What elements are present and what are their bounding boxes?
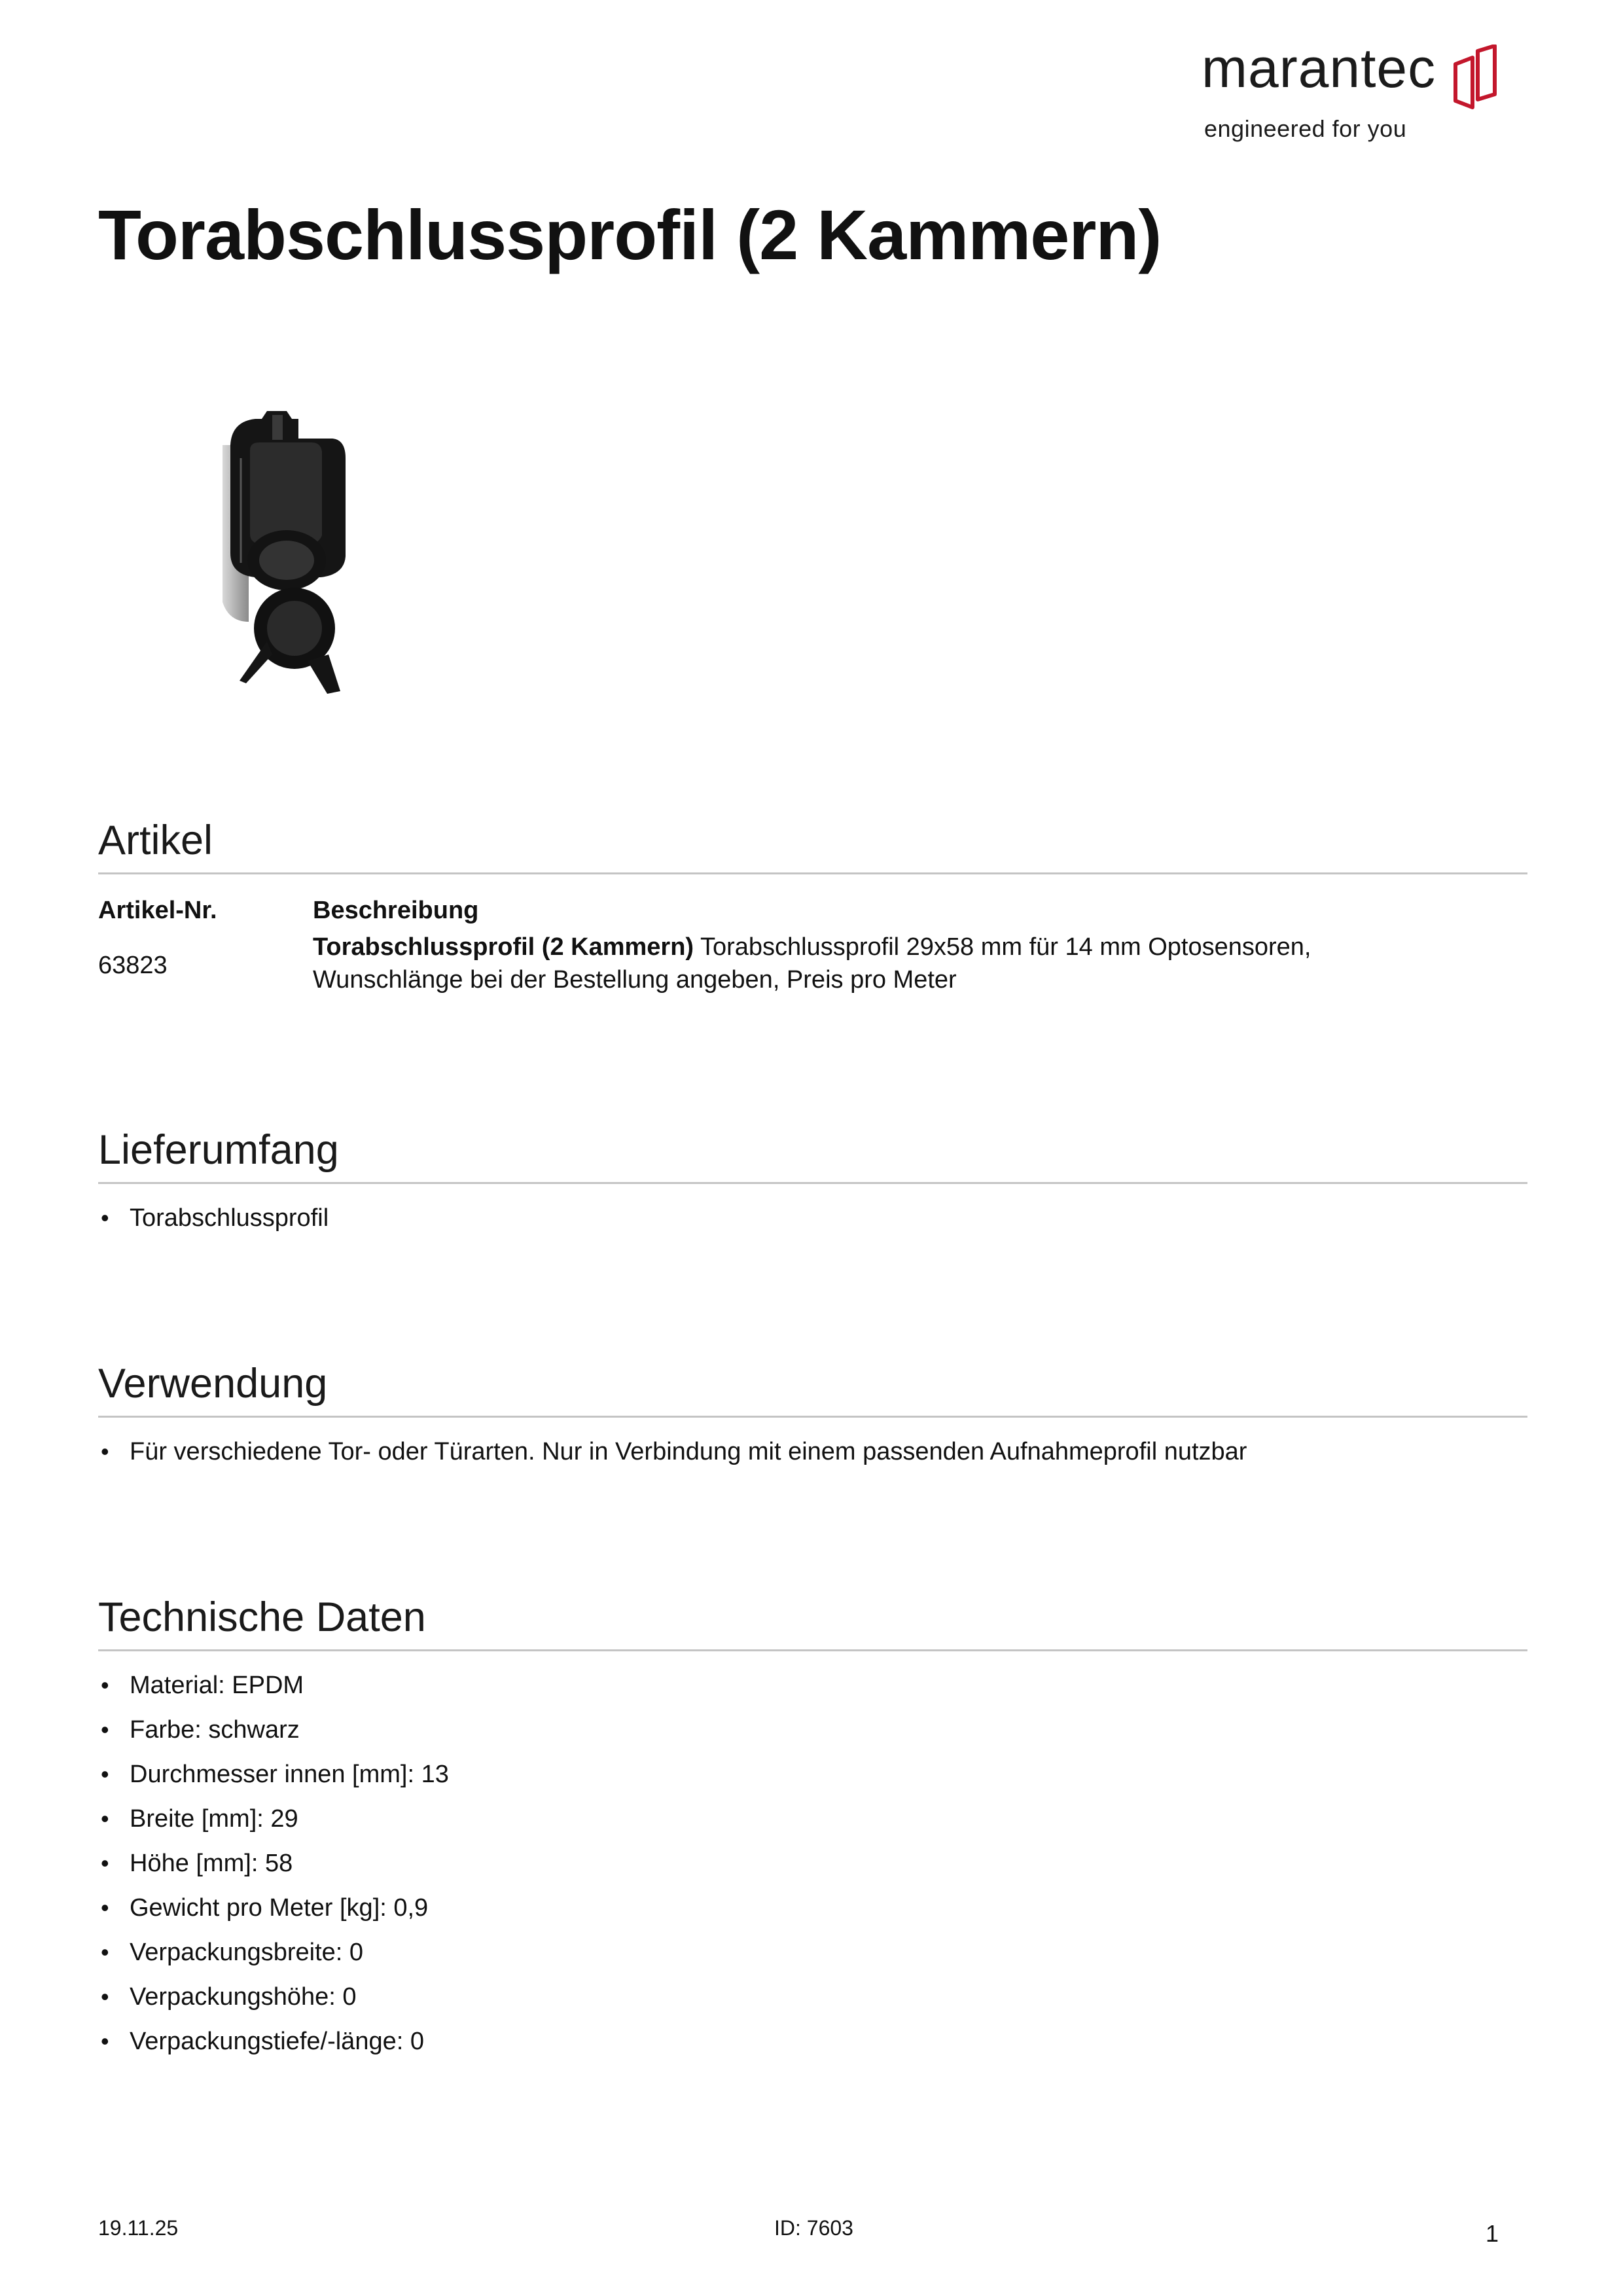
list-item: • Gewicht pro Meter [kg]: 0,9 (98, 1892, 449, 1936)
artikel-description (313, 931, 1530, 996)
list-item: • Breite [mm]: 29 (98, 1803, 449, 1847)
lieferumfang-list (98, 1202, 329, 1246)
list-item: • Für verschiedene Tor- oder Türarten. Nur in Verbindung mit einem passenden Aufnahmeprofil nutzbar (98, 1435, 1247, 1480)
brand-tagline: engineered for you (1204, 115, 1407, 142)
list-item: • Höhe [mm]: 58 (98, 1847, 449, 1892)
brand-logo (1202, 37, 1529, 152)
section-heading-verwendung: Verwendung (98, 1361, 1527, 1418)
artikel-description-line1: Torabschlussprofil 29x58 mm für 14 mm Optosensoren, (694, 933, 1311, 961)
footer-page-number: 1 (1486, 2220, 1499, 2247)
verwendung-list (98, 1435, 1247, 1480)
artikel-description-bold: Torabschlussprofil (2 Kammern) (313, 933, 694, 961)
section-heading-technische-daten: Technische Daten (98, 1595, 1527, 1651)
list-item: • Verpackungshöhe: 0 (98, 1981, 449, 2025)
list-item: • Verpackungsbreite: 0 (98, 1936, 449, 1981)
door-seal-profile-image (209, 406, 366, 694)
artikel-description-line2: Wunschlänge bei der Bestellung angeben, Preis pro Meter (313, 966, 957, 994)
footer-id: ID: 7603 (774, 2216, 853, 2240)
brand-name: marantec (1202, 37, 1436, 99)
list-item: • Torabschlussprofil (98, 1202, 329, 1246)
list-item: • Durchmesser innen [mm]: 13 (98, 1758, 449, 1803)
section-heading-lieferumfang: Lieferumfang (98, 1128, 1527, 1184)
technische-daten-list (98, 1669, 449, 2070)
list-item: • Farbe: schwarz (98, 1713, 449, 1758)
list-item: • Material: EPDM (98, 1669, 449, 1713)
page-title: Torabschlussprofil (2 Kammern) (98, 195, 1162, 274)
list-item: • Verpackungstiefe/-länge: 0 (98, 2025, 449, 2070)
brand-mark-icon (1453, 45, 1499, 110)
column-header-artikel-nr: Artikel-Nr. (98, 897, 217, 924)
artikel-nr-value: 63823 (98, 952, 168, 979)
section-heading-artikel: Artikel (98, 818, 1527, 874)
column-header-beschreibung: Beschreibung (313, 897, 479, 924)
footer-date: 19.11.25 (98, 2216, 179, 2240)
